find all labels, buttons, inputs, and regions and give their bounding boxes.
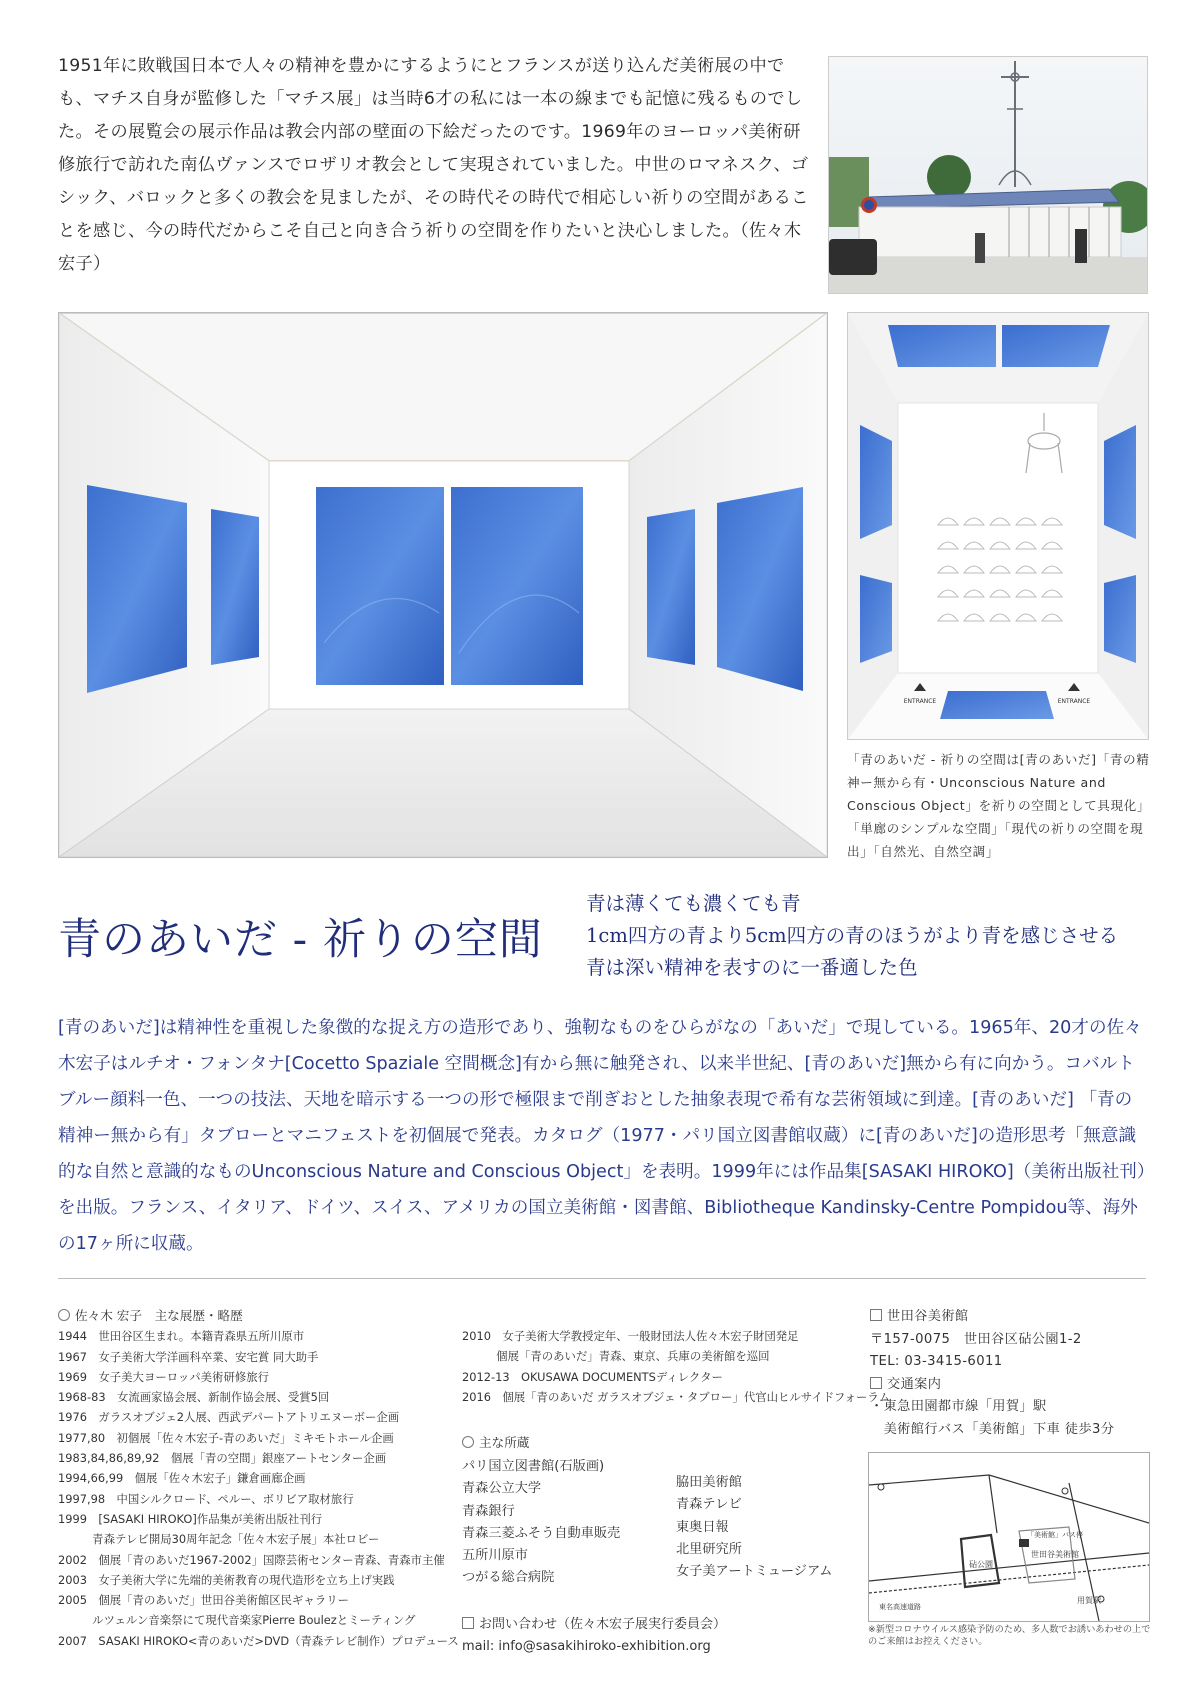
bio-entry: 2002 個展「青のあいだ1967-2002」国際芸術センター青森、青森市主催 bbox=[58, 1552, 445, 1567]
contact-mail[interactable]: mail: info@sasakihiroko-exhibition.org bbox=[462, 1639, 711, 1654]
collections-heading: 主な所蔵 bbox=[479, 1435, 530, 1450]
bio-entry: 1977,80 初個展「佐々木宏子-青のあいだ」ミキモトホール企画 bbox=[58, 1430, 394, 1445]
collections-column-2 bbox=[676, 1472, 832, 1583]
access-heading: 交通案内 bbox=[887, 1376, 942, 1392]
bio-entry: 1969 女子美大ヨーロッパ美術研修旅行 bbox=[58, 1369, 270, 1384]
access-heading-row bbox=[870, 1374, 1114, 1397]
collection-item: 青森テレビ bbox=[676, 1497, 742, 1513]
description-text: [青のあいだ]は精神性を重視した象徴的な捉え方の造形であり、強靭なものをひらがなの「あいだ」で現している。1965年、20才の佐々木宏子はルチオ・フォンタナ[Cocetto Spaziale 空間概念]有から無に触発され、以来半世紀、[青のあいだ]無から有に向かう。コバルトブルー顔料一色、一つの技法、天地を暗示する一つの形で極限まで削ぎおとした抽象表現で希有な芸術領域に到達。[青のあいだ] 「青の精神ー無から有」タブローとマニフェストを初個展で発表。カタログ（1977・パリ国立図書館収蔵）に[青のあいだ]の造形思考「無意識的な自然と意識的なものUnconscious Nature and Conscious Object」を表明。1999年には作品集[SASAKI HIROKO]（美術出版社刊）を出版。フランス、イタリア、ドイツ、スイス、アメリカの国立美術館・図書館、Bibliotheque Kandinsky-Centre Pompidou等、海外の17ヶ所に収蔵。 bbox=[58, 1018, 1146, 1254]
bio-entry: 個展「青のあいだ」青森、東京、兵庫の美術館を巡回 bbox=[462, 1349, 770, 1364]
access-line-2: 美術館行バス「美術館」下車 徒歩3分 bbox=[870, 1421, 1115, 1437]
museum-tel: TEL: 03-3415-6011 bbox=[870, 1354, 1003, 1369]
bio-entry: 1968-83 女流画家協会展、新制作協会展、受賞5回 bbox=[58, 1390, 330, 1405]
collection-item: 五所川原市 bbox=[462, 1548, 528, 1564]
biography bbox=[58, 1306, 459, 1651]
collection-item: 青森三菱ふそう自動車販売 bbox=[462, 1525, 621, 1541]
bio-entry: 2003 女子美術大学に先端的美術教育の現代造形を立ち上げ実践 bbox=[58, 1572, 395, 1587]
collection-item: 女子美アートミュージアム bbox=[676, 1564, 833, 1580]
bio-entry: 1999 [SASAKI HIROKO]作品集が美術出版社刊行 bbox=[58, 1511, 323, 1526]
divider bbox=[58, 1278, 1146, 1279]
collection-item: 青森公立大学 bbox=[462, 1481, 542, 1497]
contact bbox=[462, 1614, 726, 1658]
collections bbox=[462, 1432, 862, 1586]
collections-heading-row bbox=[462, 1432, 862, 1454]
museum-heading-row bbox=[870, 1306, 1114, 1329]
bio-entry: 1994,66,99 個展「佐々木宏子」鎌倉画廊企画 bbox=[58, 1471, 306, 1486]
intro-text bbox=[58, 50, 818, 281]
collection-item: 青森銀行 bbox=[462, 1503, 515, 1519]
collections-column-1 bbox=[462, 1456, 620, 1590]
bio-entry: 2016 個展「青のあいだ ガラスオブジェ・タブロー」代官山ヒルサイドフォーラム bbox=[462, 1389, 891, 1404]
bio-entry: 1976 ガラスオブジェ2人展、西武デパートアトリエヌーボー企画 bbox=[58, 1410, 400, 1425]
collection-item: パリ国立図書館(石版画) bbox=[462, 1459, 605, 1474]
poem bbox=[586, 888, 1118, 984]
bio-heading-row bbox=[58, 1306, 459, 1326]
map-road-label: 東名高速道路 bbox=[879, 1603, 921, 1611]
museum-heading: 世田谷美術館 bbox=[887, 1309, 969, 1324]
map-bus-label: 「美術館」バス停 bbox=[1027, 1531, 1083, 1539]
collection-item: 東奥日報 bbox=[676, 1519, 729, 1535]
bio-entry: 2007 SASAKI HIROKO<青のあいだ>DVD（青森テレビ制作）プロデュース bbox=[58, 1633, 459, 1648]
access-line-1: ・東急田園都市線「用賀」駅 bbox=[870, 1399, 1047, 1414]
floor-plan bbox=[847, 312, 1149, 740]
square-bullet-icon bbox=[462, 1617, 474, 1629]
plan-caption-text: 「青のあいだ - 祈りの空間は[青のあいだ]「青の精神ー無から有・Unconscious Nature and Conscious Object」を祈りの空間として具現化」「単廊のシンプルな空間」「現代の祈りの空間を現出」「自然光、自然空調」 bbox=[847, 752, 1151, 859]
circle-bullet-icon bbox=[462, 1436, 474, 1448]
bio-entry: 2010 女子美術大学教授定年、一般財団法人佐々木宏子財団発足 bbox=[462, 1329, 799, 1343]
church-photo bbox=[828, 56, 1148, 294]
poem-line-2: 1cm四方の青より5cm四方の青のほうがより青を感じさせる bbox=[586, 924, 1119, 947]
contact-heading: お問い合わせ（佐々木宏子展実行委員会） bbox=[479, 1617, 727, 1632]
bio-entry: 2012-13 OKUSAWA DOCUMENTSディレクター bbox=[462, 1369, 723, 1384]
biography-continued bbox=[462, 1326, 890, 1407]
map-museum-label: 世田谷美術館 bbox=[1031, 1550, 1079, 1559]
poem-line-3: 青は深い精神を表すのに一番適した色 bbox=[586, 956, 918, 979]
map-note-text: ※新型コロナウイルス感染予防のため、多人数でお誘いあわせの上でのご来館はお控えください。 bbox=[868, 1624, 1151, 1647]
museum-postal: 〒157-0075 世田谷区砧公園1-2 bbox=[870, 1331, 1082, 1347]
bio-heading: 佐々木 宏子 主な展歴・略歴 bbox=[75, 1308, 243, 1323]
collection-item: つがる総合病院 bbox=[462, 1570, 555, 1586]
map-park-label: 砧公園 bbox=[969, 1560, 993, 1569]
bio-entry: 1983,84,86,89,92 個展「青の空間」銀座アートセンター企画 bbox=[58, 1451, 387, 1466]
description bbox=[58, 1010, 1148, 1262]
map-note bbox=[868, 1624, 1154, 1648]
intro-paragraph: 1951年に敗戦国日本で人々の精神を豊かにするようにとフランスが送り込んだ美術展の中でも、マチス自身が監修した「マチス展」は当時6才の私には一本の線までも記憶に残るものでした。その展覧会の展示作品は教会内部の壁面の下絵だったのです。1969年のヨーロッパ美術研修旅行で訪れた南仏ヴァンスでロザリオ教会として実現されていました。中世のロマネスク、ゴシック、バロックと多くの教会を見ましたが、その時代その時代で相応しい祈りの空間があることを感じ、今の時代だからこそ自己と向き合う祈りの空間を作りたいと決心しました。（佐々木宏子） bbox=[58, 56, 809, 274]
square-bullet-icon bbox=[870, 1377, 882, 1389]
bio-entry: 2005 個展「青のあいだ」世田谷美術館区民ギャラリー bbox=[58, 1593, 349, 1608]
poem-line-1: 青は薄くても濃くても青 bbox=[586, 892, 801, 915]
page-title: 青のあいだ - 祈りの空間 bbox=[58, 915, 543, 965]
map-station-label: 用賀駅 bbox=[1077, 1596, 1101, 1605]
plan-caption bbox=[847, 748, 1152, 863]
bio-entry: ルツェルン音楽祭にて現代音楽家Pierre Boulezとミーティング bbox=[58, 1613, 416, 1628]
gallery-rendering bbox=[58, 312, 828, 858]
contact-heading-row bbox=[462, 1614, 726, 1636]
collection-item: 脇田美術館 bbox=[676, 1475, 742, 1490]
square-bullet-icon bbox=[870, 1309, 882, 1321]
bio-entry: 1997,98 中国シルクロード、ペルー、ボリビア取材旅行 bbox=[58, 1491, 354, 1506]
access-map bbox=[868, 1452, 1150, 1622]
museum-info bbox=[870, 1306, 1114, 1441]
bio-entry: 1944 世田谷区生まれ。本籍青森県五所川原市 bbox=[58, 1329, 305, 1344]
collection-item: 北里研究所 bbox=[676, 1541, 742, 1557]
bio-entry: 青森テレビ開局30周年記念「佐々木宏子展」本社ロビー bbox=[58, 1532, 380, 1547]
entrance-right-label: ENTRANCE bbox=[1057, 698, 1091, 705]
circle-bullet-icon bbox=[58, 1309, 70, 1321]
bio-entry: 1967 女子美術大学洋画科卒業、安宅賞 同大助手 bbox=[58, 1349, 319, 1364]
entrance-left-label: ENTRANCE bbox=[903, 698, 937, 705]
